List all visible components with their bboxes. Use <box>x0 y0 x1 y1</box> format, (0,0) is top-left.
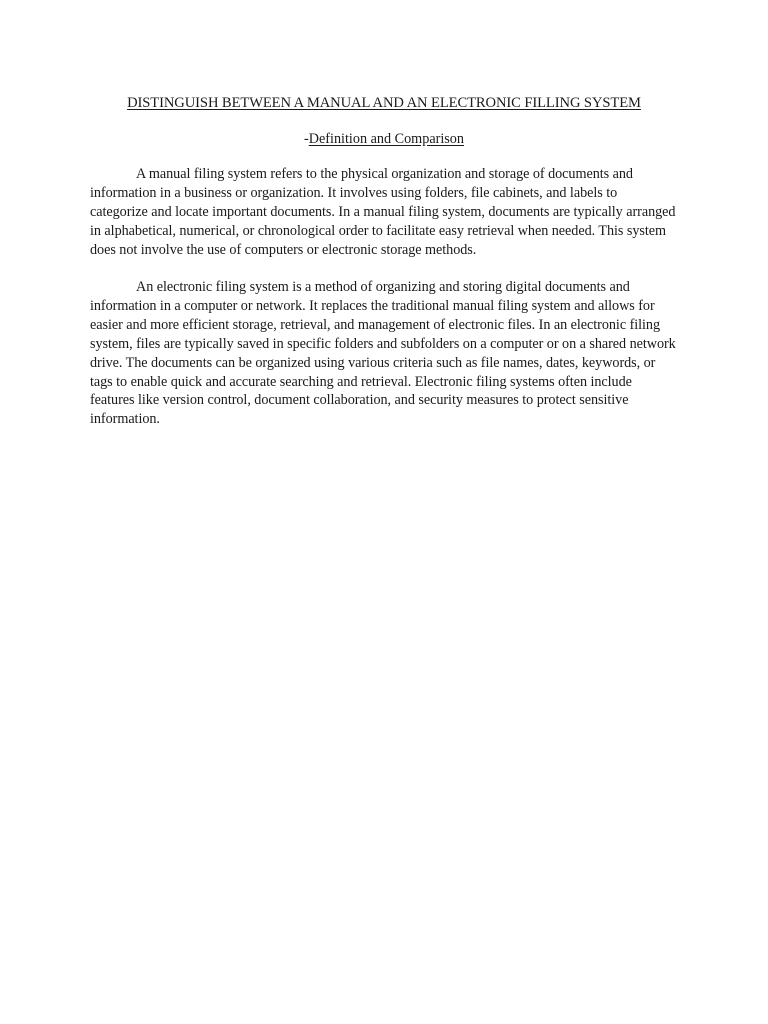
paragraph-electronic-filing: An electronic filing system is a method of organizing and storing digital documents and information in a computer or network. It replaces the traditional manual filing system and allows for easier and more efficient storage, retrieval, and management of electronic files. In an electronic filing system, files are typically saved in specific folders and subfolders on a computer or on a shared network drive. The documents can be organized using various criteria such as file names, dates, keywords, or tags to enable quick and accurate searching and retrieval. Electronic filing systems often include features like version control, document collaboration, and security measures to protect sensitive information. <box>90 279 676 428</box>
document-body <box>90 93 678 429</box>
document-title-text: DISTINGUISH BETWEEN A MANUAL AND AN ELECTRONIC FILLING SYSTEM <box>127 95 641 111</box>
document-subtitle <box>90 129 678 149</box>
document-title <box>90 93 678 113</box>
subtitle-text: Definition and Comparison <box>308 131 464 147</box>
subtitle-prefix: - <box>304 131 309 147</box>
paragraph-manual-filing: A manual filing system refers to the physical organization and storage of documents and information in a business or organization. It involves using folders, file cabinets, and labels to categorize and locate important documents. In a manual filing system, documents are typically arranged in alphabetical, numerical, or chronological order to facilitate easy retrieval when needed. This system does not involve the use of computers or electronic storage methods. <box>90 166 676 258</box>
